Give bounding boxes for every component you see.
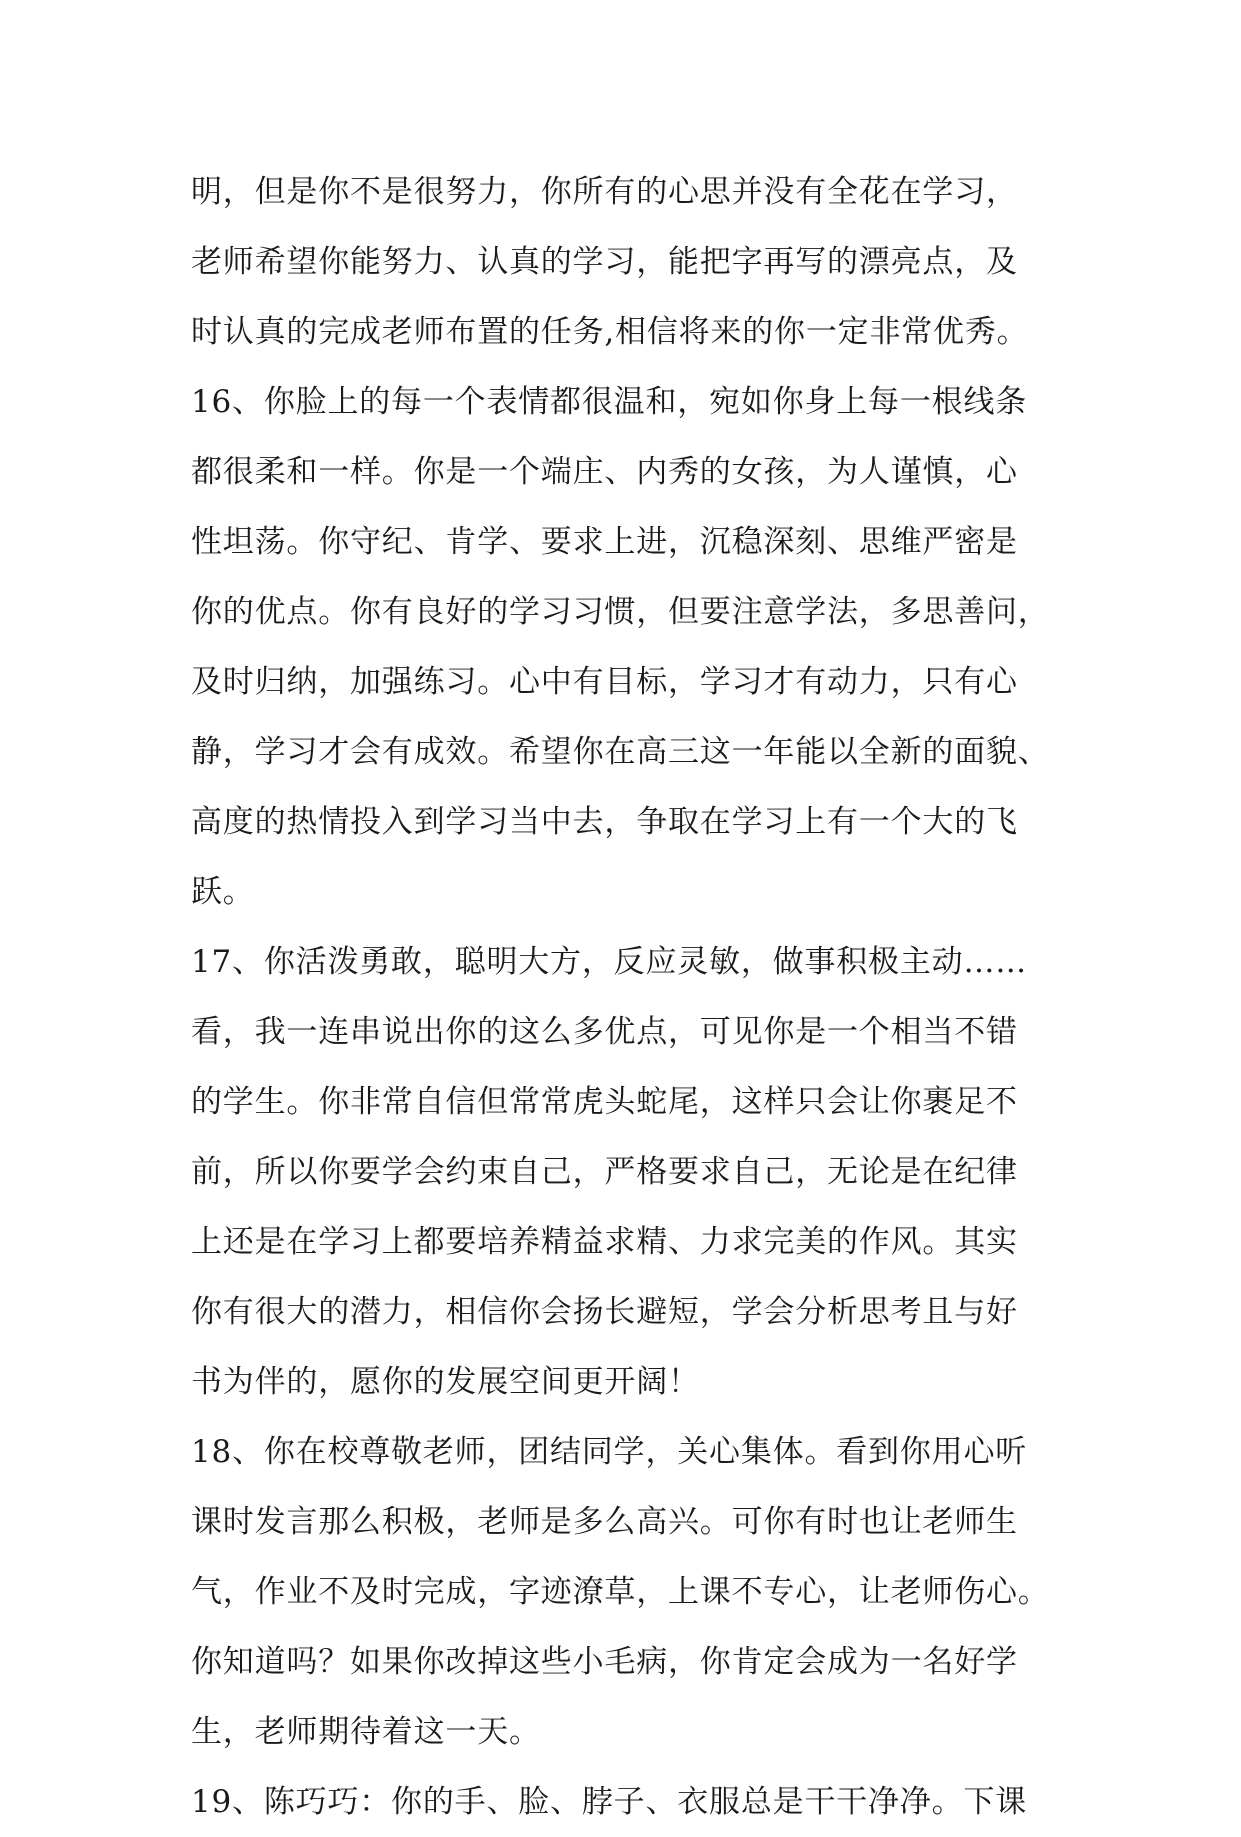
text-line: 前，所以你要学会约束自己，严格要求自己，无论是在纪律 <box>191 1154 1018 1190</box>
text-line: 你知道吗？如果你改掉这些小毛病，你肯定会成为一名好学 <box>191 1644 1018 1680</box>
text-line: 你的优点。你有良好的学习习惯，但要注意学法，多思善问， <box>191 594 1050 630</box>
text-line: 你有很大的潜力，相信你会扬长避短，学会分析思考且与好 <box>191 1294 1018 1330</box>
text-line: 明，但是你不是很努力，你所有的心思并没有全花在学习， <box>191 174 1018 210</box>
text-line: 老师希望你能努力、认真的学习，能把字再写的漂亮点，及 <box>191 244 1018 280</box>
text-line: 18、你在校尊敬老师，团结同学，关心集体。看到你用心听 <box>191 1434 1028 1470</box>
text-line: 时认真的完成老师布置的任务,相信将来的你一定非常优秀。 <box>191 314 1029 350</box>
text-line: 的学生。你非常自信但常常虎头蛇尾，这样只会让你裹足不 <box>191 1084 1018 1120</box>
text-line: 高度的热情投入到学习当中去，争取在学习上有一个大的飞 <box>191 804 1018 840</box>
text-line: 看，我一连串说出你的这么多优点，可见你是一个相当不错 <box>191 1014 1018 1050</box>
text-line: 生，老师期待着这一天。 <box>191 1714 541 1750</box>
text-line: 都很柔和一样。你是一个端庄、内秀的女孩，为人谨慎，心 <box>191 454 1018 490</box>
text-line: 课时发言那么积极，老师是多么高兴。可你有时也让老师生 <box>191 1504 1018 1540</box>
text-line: 书为伴的，愿你的发展空间更开阔！ <box>191 1364 700 1400</box>
text-line: 性坦荡。你守纪、肯学、要求上进，沉稳深刻、思维严密是 <box>191 524 1018 560</box>
text-line: 及时归纳，加强练习。心中有目标，学习才有动力，只有心 <box>191 664 1018 700</box>
text-line: 19、陈巧巧：你的手、脸、脖子、衣服总是干干净净。下课 <box>191 1784 1028 1820</box>
text-line: 17、你活泼勇敢，聪明大方，反应灵敏，做事积极主动…… <box>191 944 1028 980</box>
text-line: 16、你脸上的每一个表情都很温和，宛如你身上每一根线条 <box>191 384 1028 420</box>
document-body <box>191 157 1071 1837</box>
text-line: 跃。 <box>191 874 255 910</box>
text-line: 上还是在学习上都要培养精益求精、力求完美的作风。其实 <box>191 1224 1018 1260</box>
text-line: 气，作业不及时完成，字迹潦草，上课不专心，让老师伤心。 <box>191 1574 1050 1610</box>
text-line: 静，学习才会有成效。希望你在高三这一年能以全新的面貌、 <box>191 734 1050 770</box>
